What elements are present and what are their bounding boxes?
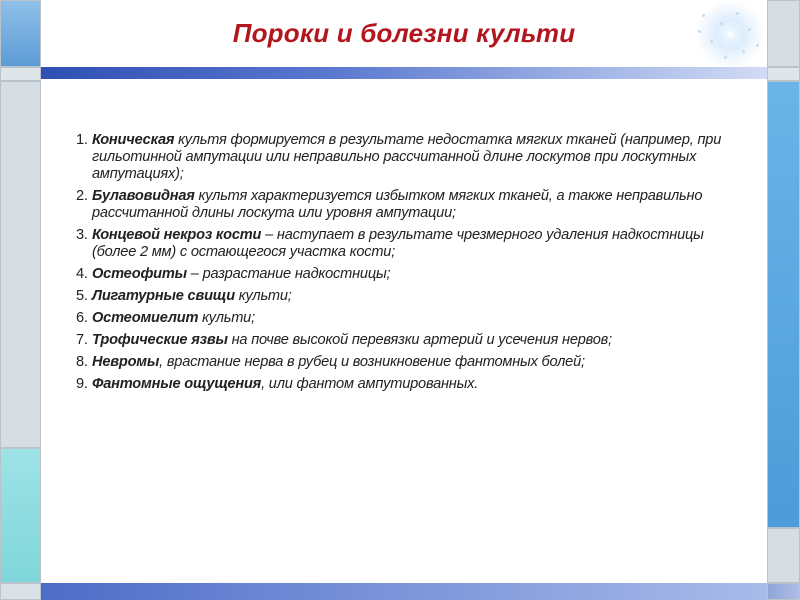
frame-tile-right-blue [767,81,800,528]
item-text: – наступает в результате чрезмерного удаления надкостницы (более 2 мм) с остающегося участка кости; [92,227,704,260]
frame-tile-left-cyan [0,448,41,583]
list-item: 8. Невромы, врастание нерва в рубец и возникновение фантомных болей; [76,354,585,370]
item-term: Невромы [92,354,160,370]
item-text: культя характеризуется избытком мягких тканей, а также неправильно рассчитанной длины лоскута или уровня ампутации; [92,188,703,221]
item-text: , врастание нерва в рубец и возникновение фантомных болей; [159,354,585,370]
defects-list [58,132,738,393]
item-term: Остеофиты [92,266,187,282]
slide-content [58,132,738,398]
list-item: 4. Остеофиты – разрастание надкостницы; [76,266,391,282]
item-text: на почве высокой перевязки артерий и усечения нервов; [227,332,612,348]
list-item: 9. Фантомные ощущения, или фантом ампутированных. [76,376,479,392]
list-item: 7. Трофические язвы на почве высокой перевязки артерий и усечения нервов; [76,332,612,348]
item-term: Трофические язвы [92,332,228,348]
list-item: 6. Остеомиелит культи; [76,310,255,326]
item-term: Коническая [92,132,175,148]
frame-tile-right-bottom [767,583,800,600]
frame-tile-right-band [767,67,800,81]
list-item: 2. Булавовидная культя характеризуется избытком мягких тканей, а также неправильно рассчитанной длины лоскута или уровня ампутации; [76,188,703,221]
header-stripe [41,67,767,79]
item-term: Булавовидная [92,188,195,204]
frame-tile-left-middle [0,81,41,448]
footer-stripe [41,583,767,600]
frame-tile-right-top [767,0,800,67]
list-item: 5. Лигатурные свищи культи; [76,288,292,304]
item-term: Остеомиелит [92,310,199,326]
item-text: , или фантом ампутированных. [261,376,479,392]
item-text: культя формируется в результате недостатка мягких тканей (например, при гильотинной ампутации или неправильно рассчитанной длине лоскутов при лоскутных ампутациях); [92,132,722,182]
item-term: Лигатурные свищи [92,288,235,304]
slide-title: Пороки и болезни культи [232,18,576,48]
item-term: Концевой некроз кости [92,227,262,243]
list-item: 3. Концевой некроз кости – наступает в результате чрезмерного удаления надкостницы (более 2 мм) с остающегося участка кости; [76,227,704,260]
frame-tile-left-top [0,0,41,67]
item-text: – разрастание надкостницы; [186,266,391,282]
list-item: 1. Коническая культя формируется в результате недостатка мягких тканей (например, при гильотинной ампутации или неправильно рассчитанной длине лоскутов при лоскутных ампутациях); [76,132,722,182]
item-text: культи; [198,310,255,326]
frame-tile-left-bottom [0,583,41,600]
frame-tile-left-band [0,67,41,81]
item-text: культи; [234,288,292,304]
frame-tile-right-lower [767,528,800,583]
item-term: Фантомные ощущения [92,376,262,392]
